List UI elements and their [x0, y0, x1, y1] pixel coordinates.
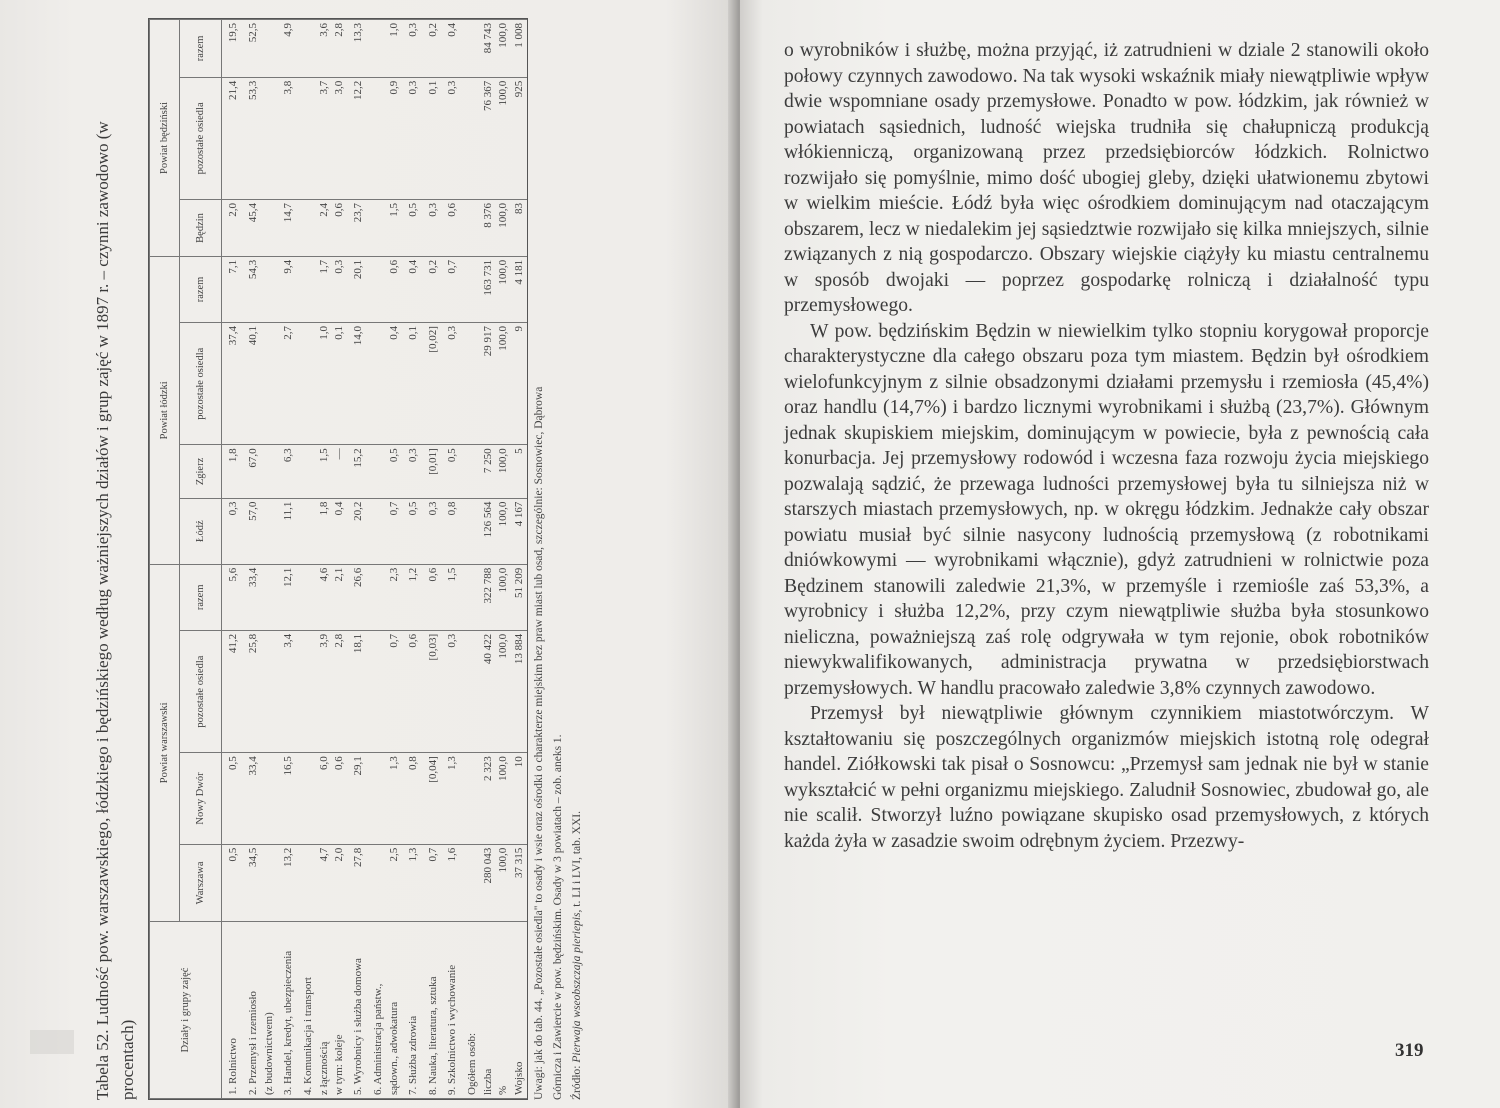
table-cell: 1,3 [441, 753, 461, 845]
table-cell [296, 77, 316, 199]
table-cell: 0,1 [332, 323, 348, 445]
table-cell: 7,1 [222, 256, 242, 322]
table-cell: 2 323 [480, 753, 496, 845]
table-cell: 84 743 [480, 20, 496, 78]
table-row [277, 20, 297, 1099]
right-page [740, 0, 1500, 1108]
table-cell: 1,5 [386, 200, 402, 257]
table-row [480, 20, 496, 1099]
body-text [784, 38, 1429, 854]
table-cell [296, 323, 316, 445]
table-row [222, 20, 242, 1099]
table-cell: 12,2 [347, 77, 367, 199]
table-cell: 126 564 [480, 498, 496, 564]
table-cell: 4,6 [316, 564, 332, 630]
table-row [402, 20, 422, 1099]
table-cell: 20,2 [347, 498, 367, 564]
table-cell: 12,1 [277, 564, 297, 630]
table-cell: 18,1 [347, 630, 367, 752]
row-label: 8. Nauka, literatura, sztuka [421, 922, 441, 1099]
table-cell: 6,0 [316, 753, 332, 845]
table-cell: 1,7 [316, 256, 332, 322]
table-cell: 16,5 [277, 753, 297, 845]
row-label: z łącznością [316, 922, 332, 1099]
table-cell: 3,7 [316, 77, 332, 199]
subheader-cell: razem [180, 256, 222, 322]
table-cell: 0,3 [402, 445, 422, 498]
table-cell: 0,4 [441, 20, 461, 78]
row-label: Ogółem osób: [460, 922, 480, 1099]
table-cell: 1,8 [316, 498, 332, 564]
header-group-warszawski: Powiat warszawski [150, 564, 180, 921]
table-cell [261, 498, 277, 564]
table-cell [261, 630, 277, 752]
table-cell: 1 008 [511, 20, 527, 78]
header-group-bedzinski: Powiat będziński [150, 20, 180, 257]
table-notes [530, 20, 587, 1100]
table-cell: 53,3 [242, 77, 262, 199]
table-cell: 33,4 [242, 564, 262, 630]
table-cell: 0,3 [441, 630, 461, 752]
table-cell [367, 753, 387, 845]
table-cell [261, 77, 277, 199]
table-cell [367, 844, 387, 921]
row-label: liczba [480, 922, 496, 1099]
table-cell: 13,2 [277, 844, 297, 921]
table-cell: 2,3 [386, 564, 402, 630]
table-cell: 37,4 [222, 323, 242, 445]
table-cell: 5,6 [222, 564, 242, 630]
table-cell: 163 731 [480, 256, 496, 322]
table-row [496, 20, 512, 1099]
table-cell [261, 564, 277, 630]
table-cell: 0,6 [402, 630, 422, 752]
table-cell: 100,0 [496, 498, 512, 564]
table-cell [460, 77, 480, 199]
table-cell: 1,3 [402, 844, 422, 921]
table-cell [460, 844, 480, 921]
table-cell [261, 20, 277, 78]
table-cell: 0,3 [441, 77, 461, 199]
header-categories: Działy i grupy zajęć [150, 922, 222, 1099]
subheader-cell: Zgierz [180, 445, 222, 498]
left-page [0, 0, 740, 1108]
rotated-table-block [90, 20, 610, 1100]
table-cell [367, 564, 387, 630]
paragraph: Przemysł był niewątpliwie głównym czynnikiem miastotwórczym. W kształtowaniu się poszczególnych organizmów miejskich istotną rolę odegrał handel. Ziółkowski tak pisał o Sosnowcu: „Przemysł sam jednak nie był w stanie wykształcić w pełni organizmu miejskiego. Zaludnił Sosnowiec, zbudował go, ale nie scalił. Stworzył luźno powiązane skupisko osad przemysłowych, z których każda żyła w zasadzie swoim odrębnym życiem. Przezwy- [784, 703, 1429, 852]
table-cell: 37 315 [511, 844, 527, 921]
subheader-cell: pozostałe osiedla [180, 630, 222, 752]
table-cell: 322 788 [480, 564, 496, 630]
table-row [332, 20, 348, 1099]
table-cell: 40 422 [480, 630, 496, 752]
table-cell [367, 20, 387, 78]
table-cell: 0,5 [402, 498, 422, 564]
row-label: % [496, 922, 512, 1099]
table-cell: 100,0 [496, 77, 512, 199]
table-cell: 0,7 [421, 844, 441, 921]
subheader-cell: razem [180, 20, 222, 78]
table-cell: 3,0 [332, 77, 348, 199]
table-row [367, 20, 387, 1099]
table-cell: 3,6 [316, 20, 332, 78]
table-cell: 3,4 [277, 630, 297, 752]
table-cell: 54,3 [242, 256, 262, 322]
table-cell: 4 167 [511, 498, 527, 564]
table-row [316, 20, 332, 1099]
table-cell: 2,0 [222, 200, 242, 257]
table-cell [261, 256, 277, 322]
table-cell: 0,6 [332, 200, 348, 257]
table-cell: 2,5 [386, 844, 402, 921]
table-cell [460, 445, 480, 498]
table-cell [296, 564, 316, 630]
table-cell: 0,4 [402, 256, 422, 322]
table-cell [261, 753, 277, 845]
table-cell: 0,3 [421, 498, 441, 564]
table-row [261, 20, 277, 1099]
table-cell [460, 564, 480, 630]
margin-stamp [30, 1030, 74, 1054]
table-cell: 10 [511, 753, 527, 845]
table-cell: 23,7 [347, 200, 367, 257]
table-cell: 0,3 [402, 20, 422, 78]
row-label: 3. Handel, kredyt, ubezpieczenia [277, 922, 297, 1099]
table-cell: 2,8 [332, 630, 348, 752]
table-cell: 21,4 [222, 77, 242, 199]
table-cell: 0,3 [332, 256, 348, 322]
table-cell [367, 77, 387, 199]
table-cell: 0,9 [386, 77, 402, 199]
subheader-cell: Warszawa [180, 844, 222, 921]
source-prefix: Źródło: [571, 1062, 583, 1100]
table-cell: 100,0 [496, 564, 512, 630]
table-cell: 280 043 [480, 844, 496, 921]
table-row [511, 20, 527, 1099]
row-label: 6. Administracja państw., [367, 922, 387, 1099]
row-label: sądown., adwokatura [386, 922, 402, 1099]
table-cell [460, 200, 480, 257]
table-cell: 3,8 [277, 77, 297, 199]
table-cell: 13 884 [511, 630, 527, 752]
table-body [222, 20, 528, 1099]
table-cell: 1,0 [316, 323, 332, 445]
table-cell: 25,8 [242, 630, 262, 752]
source-line [568, 20, 587, 1100]
table-cell: 67,0 [242, 445, 262, 498]
table-cell: 100,0 [496, 844, 512, 921]
table-cell: 0,4 [332, 498, 348, 564]
table-cell: 15,2 [347, 445, 367, 498]
table-cell: 11,1 [277, 498, 297, 564]
table-cell: 41,2 [222, 630, 242, 752]
table-cell: 1,6 [441, 844, 461, 921]
table-frame [148, 18, 528, 1100]
table-cell: 0,5 [402, 200, 422, 257]
table-cell: 1,2 [402, 564, 422, 630]
row-label: 2. Przemysł i rzemiosło [242, 922, 262, 1099]
table-cell: [0,03] [421, 630, 441, 752]
table-cell: 0,5 [441, 445, 461, 498]
table-cell: 0,6 [421, 564, 441, 630]
table-cell: 100,0 [496, 20, 512, 78]
table-cell: 3,9 [316, 630, 332, 752]
row-label: 9. Szkolnictwo i wychowanie [441, 922, 461, 1099]
table-cell [460, 630, 480, 752]
table-cell: 6,3 [277, 445, 297, 498]
table-cell: 0,3 [441, 323, 461, 445]
table-cell: [0,04] [421, 753, 441, 845]
table-cell: 29,1 [347, 753, 367, 845]
table-cell: 2,4 [316, 200, 332, 257]
table-cell: 0,5 [222, 844, 242, 921]
table-cell: 0,6 [332, 753, 348, 845]
table-cell [296, 445, 316, 498]
table-cell: 2,0 [332, 844, 348, 921]
table-cell: 57,0 [242, 498, 262, 564]
table-cell: 9,4 [277, 256, 297, 322]
table-cell: 4 181 [511, 256, 527, 322]
table-cell: 0,3 [222, 498, 242, 564]
table-cell: 1,5 [316, 445, 332, 498]
table-cell: 0,3 [421, 200, 441, 257]
occupation-table [149, 19, 527, 1099]
subheader-cell: Nowy Dwór [180, 753, 222, 845]
table-cell [367, 323, 387, 445]
subheader-cell: razem [180, 564, 222, 630]
table-cell: 0,5 [222, 753, 242, 845]
table-cell: 8 376 [480, 200, 496, 257]
table-cell: 13,3 [347, 20, 367, 78]
table-cell: 9 [511, 323, 527, 445]
table-cell: 0,3 [402, 77, 422, 199]
table-cell [296, 256, 316, 322]
table-row [421, 20, 441, 1099]
table-cell: 40,1 [242, 323, 262, 445]
table-cell: 0,2 [421, 256, 441, 322]
table-cell [367, 445, 387, 498]
table-cell: 100,0 [496, 630, 512, 752]
table-cell [261, 323, 277, 445]
table-row [242, 20, 262, 1099]
source-rest: t. LI i LVI, tab. XXI. [571, 811, 583, 910]
table-cell [261, 200, 277, 257]
table-cell: 4,9 [277, 20, 297, 78]
table-cell: 7 250 [480, 445, 496, 498]
table-cell: 45,4 [242, 200, 262, 257]
table-cell: 51 209 [511, 564, 527, 630]
table-row [441, 20, 461, 1099]
table-cell: 29 917 [480, 323, 496, 445]
table-cell: [0,02] [421, 323, 441, 445]
table-cell: — [332, 445, 348, 498]
row-label: w tym: koleje [332, 922, 348, 1099]
subheader-cell: Będzin [180, 200, 222, 257]
paragraph: o wyrobników i służbę, można przyjąć, iż zatrudnieni w dziale 2 stanowili około połowy czynnych zawodowo. Na tak wysoki wskaźnik miały niewątpliwie wpływ dwie wspomniane osady przemysłowe. Ponadto w pow. łódzkim, jak również w powiatach sąsiednich, ludność wiejska trudniła się chałupniczą produkcją włókienniczą, organizowaną przez przedsiębiorców łódzkich. Rolnictwo rozwijało się pomyślnie, mimo dość ubogiej gleby, dzięki ułatwionemu zbytowi w wielkim mieście. Łódź była więc ośrodkiem dominującym nad otaczającym obszarem, lecz w niedalekim jej sąsiedztwie rozwijało się kilka mniejszych, silnie związanych z nią gospodarczo. Obszary wiejskie ciążyły ku miastu centralnemu w sposób dwojaki — poprzez gospodarkę rolniczą i działalność typu przemysłowego. [784, 40, 1429, 316]
table-cell: 83 [511, 200, 527, 257]
table-row [386, 20, 402, 1099]
table-cell: 20,1 [347, 256, 367, 322]
table-cell: 4,7 [316, 844, 332, 921]
table-cell: 0,7 [386, 630, 402, 752]
table-cell: 0,8 [441, 498, 461, 564]
table-cell: 0,6 [441, 200, 461, 257]
table-cell [296, 200, 316, 257]
table-cell: 0,5 [386, 445, 402, 498]
table-cell: 0,4 [386, 323, 402, 445]
table-cell: 14,0 [347, 323, 367, 445]
subheader-cell: pozostałe osiedla [180, 77, 222, 199]
table-cell: 0,7 [386, 498, 402, 564]
table-cell [261, 844, 277, 921]
table-cell: 2,1 [332, 564, 348, 630]
table-cell [261, 445, 277, 498]
table-cell: 1,5 [441, 564, 461, 630]
table-cell: 33,4 [242, 753, 262, 845]
table-row [460, 20, 480, 1099]
table-cell [367, 200, 387, 257]
row-label: Wojsko [511, 922, 527, 1099]
table-cell [296, 20, 316, 78]
table-cell [367, 630, 387, 752]
row-label: (z budownictwem) [261, 922, 277, 1099]
table-cell [460, 498, 480, 564]
table-cell: 925 [511, 77, 527, 199]
table-cell: 27,8 [347, 844, 367, 921]
page-number: 319 [1395, 1040, 1424, 1061]
row-label: 5. Wyrobnicy i służba domowa [347, 922, 367, 1099]
table-cell: 19,5 [222, 20, 242, 78]
table-cell: 0,1 [421, 77, 441, 199]
table-cell [460, 256, 480, 322]
table-cell: 52,5 [242, 20, 262, 78]
table-cell [460, 753, 480, 845]
table-cell: 1,8 [222, 445, 242, 498]
row-label: 1. Rolnictwo [222, 922, 242, 1099]
table-cell [296, 630, 316, 752]
table-title: Tabela 52. Ludność pow. warszawskiego, łódzkiego i będzińskiego według ważniejszych działów i grup zajęć w 1897 r. – czynni zawodowo (w procentach) [93, 121, 137, 1100]
table-row [347, 20, 367, 1099]
source-title: Pierwaja wseobszczaja pieriepis, [571, 909, 583, 1063]
table-cell: 5 [511, 445, 527, 498]
row-label: 7. Służba zdrowia [402, 922, 422, 1099]
table-cell [460, 323, 480, 445]
table-cell: 34,5 [242, 844, 262, 921]
table-cell: 26,6 [347, 564, 367, 630]
table-cell: [0,01] [421, 445, 441, 498]
table-cell: 0,1 [402, 323, 422, 445]
table-cell: 76 367 [480, 77, 496, 199]
table-cell: 100,0 [496, 445, 512, 498]
header-group-lodzki: Powiat łódzki [150, 256, 180, 564]
table-cell [296, 844, 316, 921]
table-cell [296, 498, 316, 564]
table-cell [460, 20, 480, 78]
table-cell [296, 753, 316, 845]
table-cell: 100,0 [496, 323, 512, 445]
table-cell: 0,6 [386, 256, 402, 322]
note-line: Uwagi: jak do tab. 44. „Pozostałe osiedla" to osady i wsie oraz ośrodki o charakterze miejskim bez praw miast lub osad, szczególnie: Sosnowiec, Dąbrowa [533, 386, 545, 1100]
table-cell: 0,7 [441, 256, 461, 322]
subheader-cell: Łódź [180, 498, 222, 564]
row-label: 4. Komunikacja i transport [296, 922, 316, 1099]
table-cell: 2,8 [332, 20, 348, 78]
table-cell: 1,3 [386, 753, 402, 845]
table-cell [367, 498, 387, 564]
table-cell: 100,0 [496, 256, 512, 322]
table-cell: 0,2 [421, 20, 441, 78]
table-cell: 2,7 [277, 323, 297, 445]
table-cell: 100,0 [496, 753, 512, 845]
table-cell: 100,0 [496, 200, 512, 257]
table-row [296, 20, 316, 1099]
note-line: Górnicza i Zawiercie w pow. będzińskim. Osady w 3 powiatach – zob. aneks 1. [552, 734, 564, 1100]
table-cell: 1,0 [386, 20, 402, 78]
table-cell [367, 256, 387, 322]
paragraph: W pow. będzińskim Będzin w niewielkim tylko stopniu korygował proporcje charakterystyczne dla całego obszaru poza tym miastem. Będzin był ośrodkiem wielofunkcyjnym z silnie obsadzonymi działami przemysłu i rzemiosła (45,4%) oraz handlu (14,7%) i bardzo licznymi wyrobnikami i służbą (23,7%). Głównym jednak skupiskiem miejskim, dominującym w powiecie, była z pewnością cała konurbacja. Jej przemysłowy rodowód i wczesna faza rozwoju życia miejskiego pozwalają sądzić, że przewaga ludności przemysłowej była tu silniejsza niż w starszych miastach przemysłowych, np. w okręgu łódzkim. Jednakże cały obszar powiatu musiał być silnie nasycony ludnością przemysłową (z robotnikami dniówkowymi — wyrobnikami włącznie), gdyż zatrudnieni w rolnictwie poza Będzinem stanowili zaledwie 21,3%, w przemyśle i rzemiośle zaś 53,3%, a wyrobnicy i służba 12,2%, przy czym niewątpliwie służba była stosunkowo nieliczna, poważniejszą zaś rolę odgrywała w tym rejonie, obok robotników niewykwalifikowanych, administracja prywatna w przedsiębiorstwach przemysłowych. W handlu pracowało zaledwie 3,8% czynnych zawodowo. [784, 320, 1429, 699]
table-cell: 0,8 [402, 753, 422, 845]
subheader-cell: pozostałe osiedla [180, 323, 222, 445]
table-cell: 14,7 [277, 200, 297, 257]
